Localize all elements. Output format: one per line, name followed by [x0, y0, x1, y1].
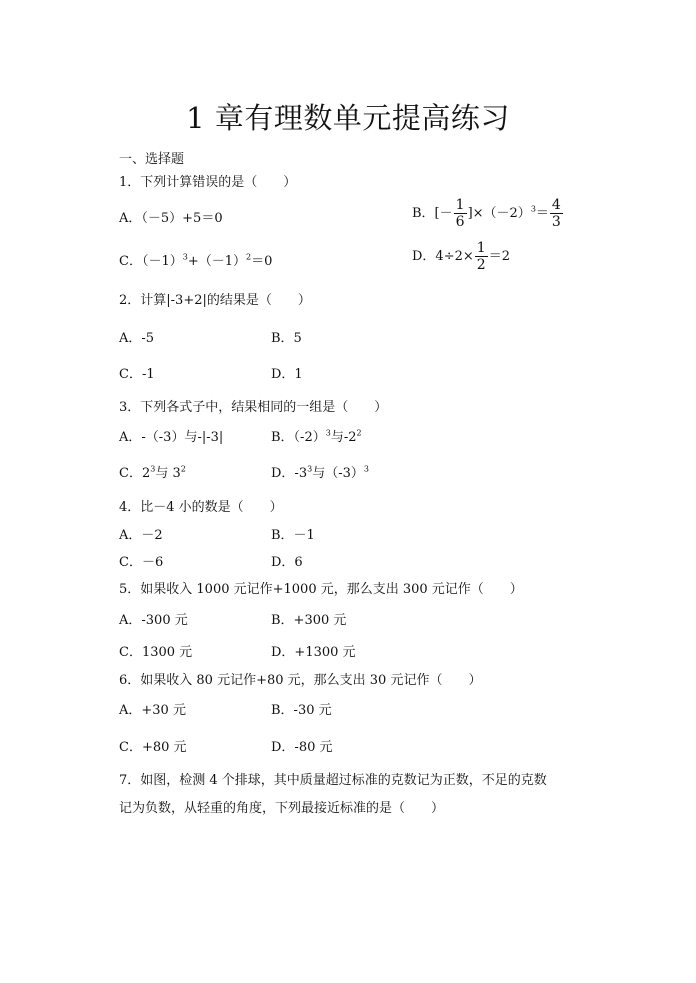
- fraction-numerator: 1: [476, 240, 486, 256]
- exponent: 3: [307, 464, 313, 474]
- option-c-part: C．2: [119, 466, 151, 481]
- fraction-one-half: [475, 241, 488, 272]
- exponent: 2: [245, 252, 252, 262]
- question-4-stem: 4．比－4 小的数是（ ）: [119, 500, 283, 515]
- question-6-option-b: B．-30 元: [271, 703, 332, 718]
- question-3-option-a: A．-（-3）与-|-3|: [119, 430, 224, 445]
- option-c-part: +（－1）: [187, 254, 246, 269]
- question-6-option-d: D．-80 元: [271, 740, 333, 755]
- fraction-denominator: 3: [551, 214, 561, 230]
- section-heading: 一、选择题: [119, 152, 185, 167]
- fraction-four-thirds: [550, 198, 563, 229]
- option-d-part: 与（-3）: [312, 466, 364, 481]
- fraction-denominator: 6: [455, 214, 465, 230]
- exponent: 3: [530, 204, 536, 214]
- question-5-option-a: A．-300 元: [119, 613, 188, 628]
- question-1-stem: 1．下列计算错误的是（ ）: [119, 175, 297, 190]
- fraction-one-sixth: [454, 198, 467, 229]
- question-3-option-d: [271, 462, 369, 481]
- option-c-part: 与 3: [155, 466, 181, 481]
- page-title: 1 章有理数单元提高练习: [186, 101, 510, 135]
- question-1-option-a: A．（－5）+5＝0: [119, 211, 223, 226]
- question-6-option-a: A．+30 元: [119, 703, 186, 718]
- question-6-stem: 6．如果收入 80 元记作+80 元，那么支出 30 元记作（ ）: [119, 673, 482, 688]
- question-2-stem: 2．计算|-3+2|的结果是（ ）: [119, 293, 311, 308]
- exponent: 2: [356, 428, 362, 438]
- exponent: 2: [180, 464, 186, 474]
- option-b-part: B．（-2）: [271, 430, 326, 445]
- question-7-stem-line-2: 记为负数，从轻重的角度，下列最接近标准的是（ ）: [119, 801, 445, 816]
- question-2-option-b: B．5: [271, 331, 302, 346]
- option-c-part: C．（－1）: [119, 254, 183, 269]
- question-3-option-c: [119, 462, 186, 481]
- option-c-part: ＝0: [251, 254, 273, 269]
- exponent: 3: [150, 464, 156, 474]
- fraction-denominator: 2: [476, 257, 486, 273]
- question-2-option-d: D．1: [271, 367, 303, 382]
- question-5-stem: 5．如果收入 1000 元记作+1000 元，那么支出 300 元记作（ ）: [119, 582, 523, 597]
- option-b-prefix: B．[－: [412, 206, 453, 221]
- option-d-part: D．-3: [271, 466, 308, 481]
- question-4-option-c: C．－6: [119, 555, 164, 570]
- exponent: 3: [325, 428, 331, 438]
- question-5-option-b: B．+300 元: [271, 613, 347, 628]
- option-b-middle: ]×（－2）: [467, 206, 531, 221]
- question-3-stem: 3．下列各式子中，结果相同的一组是（ ）: [119, 400, 388, 415]
- fraction-numerator: 4: [551, 197, 561, 213]
- question-4-option-a: A．－2: [119, 528, 163, 543]
- question-4-option-d: D．6: [271, 555, 303, 570]
- exponent: 3: [182, 252, 188, 262]
- question-1-option-b: [412, 198, 564, 229]
- option-d-suffix: ＝2: [488, 249, 510, 264]
- question-2-option-c: C．-1: [119, 367, 155, 382]
- option-d-prefix: D．4÷2×: [412, 249, 474, 264]
- question-6-option-c: C．+80 元: [119, 740, 187, 755]
- question-1-option-d: [412, 241, 510, 272]
- question-4-option-b: B．－1: [271, 528, 315, 543]
- equals-sign: ＝: [535, 206, 549, 221]
- question-1-option-c: [119, 250, 272, 269]
- question-7-stem-line-1: 7．如图，检测 4 个排球，其中质量超过标准的克数记为正数，不足的克数: [119, 773, 547, 788]
- question-5-option-c: C．1300 元: [119, 645, 193, 660]
- exponent: 3: [363, 464, 369, 474]
- fraction-numerator: 1: [455, 197, 465, 213]
- question-3-option-b: [271, 426, 362, 445]
- option-b-part: 与-2: [330, 430, 357, 445]
- question-5-option-d: D．+1300 元: [271, 645, 356, 660]
- question-2-option-a: A．-5: [119, 331, 155, 346]
